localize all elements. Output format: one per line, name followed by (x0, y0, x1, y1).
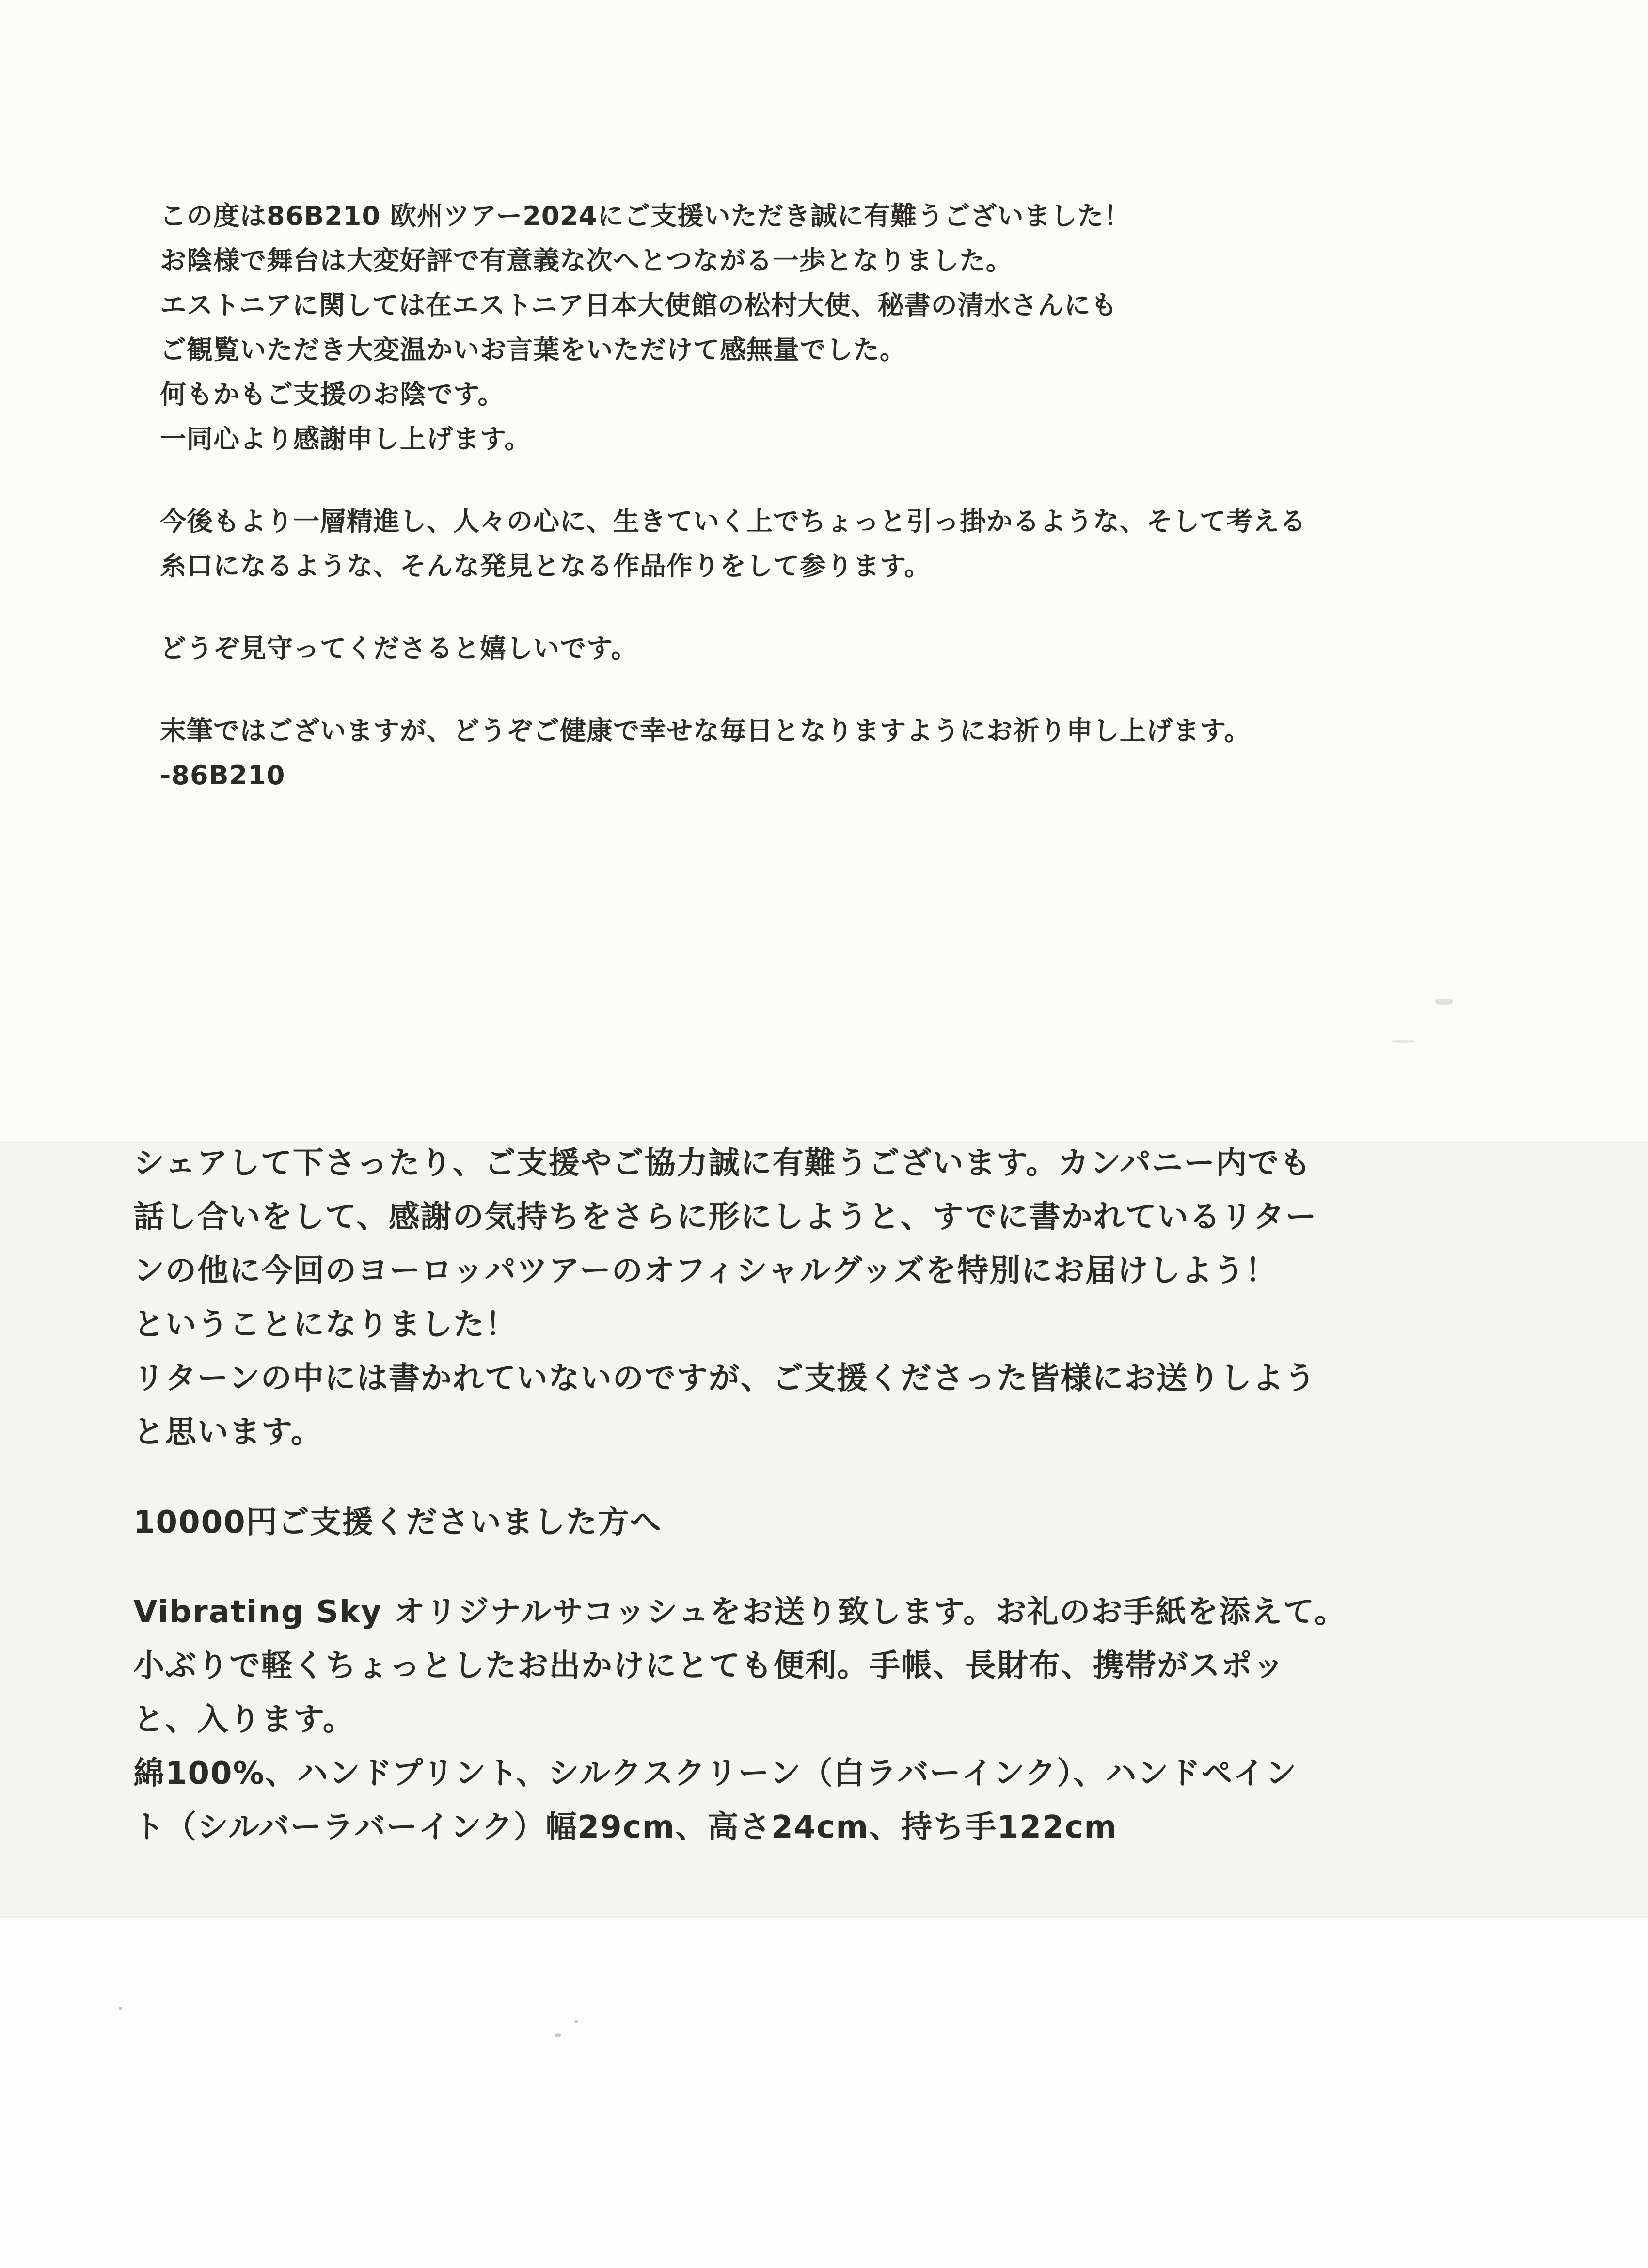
notice-line: シェアして下さったり、ご支援やご協力誠に有難うございます。カンパニー内でも (133, 1145, 1312, 1181)
detail-line: Vibrating Sky オリジナルサコッシュをお送り致します。お礼のお手紙を添えて。 (133, 1594, 1347, 1630)
tier-heading: 10000円ご支援くださいました方へ (133, 1505, 662, 1540)
letter-signature: -86B210 (160, 760, 285, 791)
letter-line: お陰様で舞台は大変好評で有意義な次へとつながる一歩となりました。 (160, 245, 1013, 276)
detail-line: 小ぶりで軽くちょっとしたお出かけにとても便利。手帳、長財布、携帯がスポッ (133, 1648, 1285, 1684)
letter-line: 一同心より感謝申し上げます。 (160, 424, 531, 454)
thank-you-letter (160, 194, 1469, 798)
notice-line: ということになりました！ (133, 1307, 517, 1343)
scan-speck (574, 2020, 578, 2023)
letter-line: 末筆ではございますが、どうぞご健康で幸せな毎日となりますようにお祈り申し上げます。 (160, 715, 1251, 746)
scan-speck (1435, 999, 1453, 1005)
letter-line: 今後もより一層精進し、人々の心に、生きていく上でちょっと引っ掛かるような、そして考える (160, 506, 1306, 537)
letter-line: 糸口になるような、そんな発見となる作品作りをして参ります。 (160, 551, 931, 581)
letter-line: ご観覧いただき大変温かいお言葉をいただけて感無量でした。 (160, 334, 906, 365)
scan-speck (555, 2033, 561, 2037)
letter-line: エストニアに関しては在エストニア日本大使館の松村大使、秘書の清水さんにも (160, 290, 1118, 320)
goods-notice (133, 1137, 1490, 1855)
notice-line: と思います。 (133, 1414, 323, 1450)
notice-line: 話し合いをして、感謝の気持ちをさらに形にしようと、すでに書かれているリター (133, 1199, 1317, 1235)
detail-line: ト（シルバーラバーインク）幅29cm、高さ24cm、持ち手122cm (133, 1809, 1118, 1845)
scan-speck (119, 2007, 122, 2010)
letter-line: 何もかもご支援のお陰です。 (160, 379, 505, 410)
scan-speck (1391, 1040, 1415, 1043)
detail-line: と、入ります。 (133, 1702, 355, 1738)
notice-line: ンの他に今回のヨーロッパツアーのオフィシャルグッズを特別にお届けしよう！ (133, 1253, 1277, 1289)
detail-line: 綿100%、ハンドプリント、シルクスクリーン（白ラバーインク）、ハンドペイン (133, 1756, 1298, 1792)
letter-line: この度は86B210 欧州ツアー2024にご支援いただき誠に有難うございました！ (160, 201, 1131, 231)
notice-line: リターンの中には書かれていないのですが、ご支援くださった皆様にお送りしよう (133, 1361, 1316, 1396)
letter-line: どうぞ見守ってくださると嬉しいです。 (160, 633, 638, 664)
